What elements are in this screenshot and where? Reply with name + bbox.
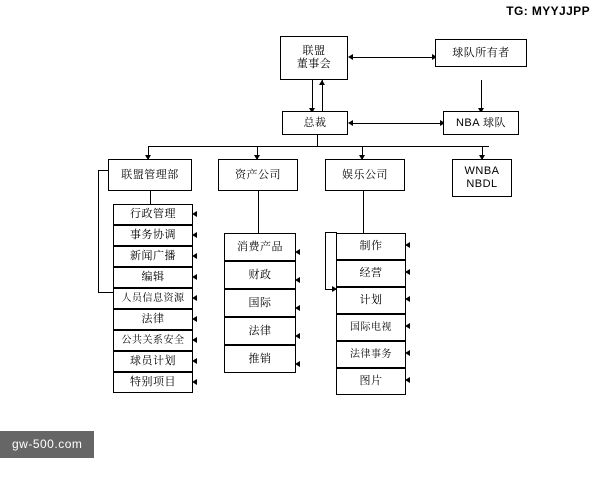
node-board[interactable] (280, 36, 348, 80)
list-item-league-6-label: 公共关系安全 (121, 334, 185, 346)
node-wnba-label: WNBA (464, 165, 500, 178)
watermark-tag: TG: MYYJJPP (496, 0, 600, 23)
list-item-entertainment-2[interactable] (336, 287, 406, 314)
node-board-line2: 董事会 (296, 58, 332, 70)
list-item-entertainment-0-label: 制作 (359, 240, 383, 253)
list-item-league-0-label: 行政管理 (130, 208, 176, 221)
list-item-entertainment-3[interactable] (336, 314, 406, 341)
list-item-entertainment-0[interactable] (336, 233, 406, 260)
list-item-league-6[interactable] (113, 330, 193, 351)
node-president[interactable] (282, 111, 348, 135)
list-item-entertainment-3-label: 国际电视 (350, 321, 392, 333)
node-entertainment-company[interactable] (325, 159, 405, 191)
watermark-site: gw-500.com (0, 431, 94, 458)
list-item-asset-0-label: 消费产品 (237, 240, 283, 253)
list-item-league-0[interactable] (113, 204, 193, 225)
list-item-league-3-label: 编辑 (141, 271, 165, 284)
list-item-entertainment-5[interactable] (336, 368, 406, 395)
node-asset-company-label: 资产公司 (235, 168, 281, 181)
list-item-league-5[interactable] (113, 309, 193, 330)
list-item-asset-3-label: 法律 (248, 324, 272, 337)
arrow-board-owners-left (348, 54, 353, 60)
list-item-league-1-label: 事务协调 (130, 229, 176, 242)
node-nbdl-label: NBDL (466, 178, 498, 190)
list-item-asset-2-label: 国际 (248, 296, 272, 309)
connector-board-owners (351, 57, 435, 58)
connector-league-first (150, 191, 151, 204)
list-item-league-8[interactable] (113, 372, 193, 393)
list-item-asset-3[interactable] (224, 317, 296, 345)
list-item-league-4[interactable] (113, 288, 193, 309)
list-item-entertainment-5-label: 图片 (359, 375, 383, 388)
node-entertainment-company-label: 娱乐公司 (342, 168, 388, 181)
arrow-president-board-up (319, 80, 325, 85)
node-president-label: 总裁 (303, 116, 327, 129)
list-item-asset-1-label: 财政 (248, 268, 272, 281)
connector-entertainment-spine (325, 232, 326, 289)
node-team-owners[interactable] (435, 39, 527, 67)
list-item-league-5-label: 法律 (141, 313, 165, 326)
list-item-league-2[interactable] (113, 246, 193, 267)
connector-president-bus (317, 135, 318, 146)
list-item-entertainment-2-label: 计划 (359, 294, 383, 307)
list-item-asset-0[interactable] (224, 233, 296, 261)
arrow-nbateams-president-left (348, 120, 353, 126)
list-item-league-7-label: 球员计划 (130, 355, 176, 368)
list-item-entertainment-4-label: 法律事务 (350, 348, 392, 360)
list-item-entertainment-4[interactable] (336, 341, 406, 368)
list-item-league-4-label: 人员信息资源 (121, 292, 185, 304)
connector-league-spine (98, 170, 99, 292)
connector-bus (148, 146, 489, 147)
list-item-asset-2[interactable] (224, 289, 296, 317)
connector-entertainment-stack (363, 191, 364, 233)
connector-asset-stack (258, 191, 259, 233)
list-item-asset-4[interactable] (224, 345, 296, 373)
connector-president-nbateams (351, 123, 443, 124)
node-team-owners-label: 球队所有者 (452, 46, 510, 59)
list-item-league-1[interactable] (113, 225, 193, 246)
node-wnba-nbdl[interactable] (452, 159, 512, 197)
list-item-league-8-label: 特别项目 (130, 376, 176, 389)
list-item-asset-1[interactable] (224, 261, 296, 289)
list-item-asset-4-label: 推销 (248, 352, 272, 365)
list-item-league-2-label: 新闻广播 (130, 250, 176, 263)
node-nba-teams[interactable] (443, 111, 519, 135)
node-asset-company[interactable] (218, 159, 298, 191)
list-item-entertainment-1[interactable] (336, 260, 406, 287)
node-nba-teams-label: NBA 球队 (455, 116, 507, 129)
node-league-management[interactable] (108, 159, 192, 191)
node-board-line1: 联盟 (302, 45, 326, 58)
list-item-league-3[interactable] (113, 267, 193, 288)
list-item-entertainment-1-label: 经营 (359, 267, 383, 280)
list-item-league-7[interactable] (113, 351, 193, 372)
node-league-management-label: 联盟管理部 (121, 168, 179, 181)
